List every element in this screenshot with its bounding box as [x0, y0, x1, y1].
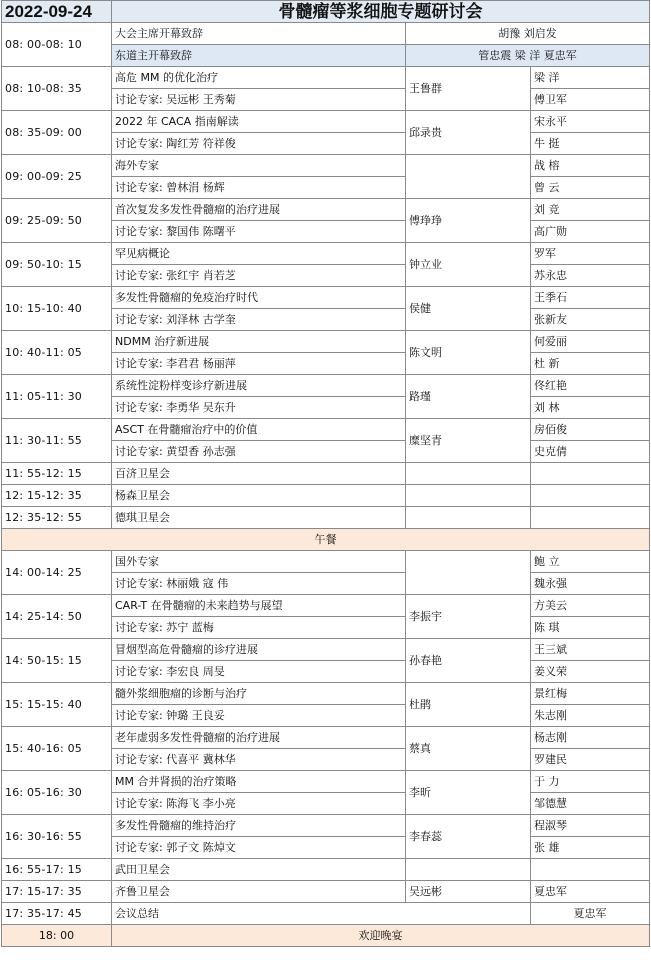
satellite-chair	[531, 859, 650, 881]
session-time: 09: 50-10: 15	[2, 243, 112, 287]
session-speaker: 王鲁群	[406, 67, 531, 111]
session-speaker: 陈文明	[406, 331, 531, 375]
session-chair: 宋永平	[531, 111, 650, 133]
session-row	[2, 683, 650, 705]
session-time: 09: 00-09: 25	[2, 155, 112, 199]
satellite-topic: 百济卫星会	[112, 463, 406, 485]
opening-row-1	[2, 23, 650, 45]
session-topic: 老年虚弱多发性骨髓瘤的治疗进展	[112, 727, 406, 749]
closing-chair: 夏忠军	[531, 903, 650, 925]
session-topic: 多发性骨髓瘤的维持治疗	[112, 815, 406, 837]
session-discussion: 讨论专家: 陈海飞 李小亮	[112, 793, 406, 815]
satellite-topic: 武田卫星会	[112, 859, 406, 881]
session-speaker: 傅琤琤	[406, 199, 531, 243]
satellite-time: 12: 15-12: 35	[2, 485, 112, 507]
satellite-chair	[531, 463, 650, 485]
session-time: 14: 00-14: 25	[2, 551, 112, 595]
opening-topic-1: 大会主席开幕致辞	[112, 23, 406, 45]
session-discussion: 讨论专家: 李君君 杨丽萍	[112, 353, 406, 375]
session-speaker: 杜鹃	[406, 683, 531, 727]
session-discussion: 讨论专家: 苏宁 蓝梅	[112, 617, 406, 639]
satellite-topic: 杨森卫星会	[112, 485, 406, 507]
session-topic: ASCT 在骨髓瘤治疗中的价值	[112, 419, 406, 441]
session-chair: 佟红艳	[531, 375, 650, 397]
session-chair: 朱志刚	[531, 705, 650, 727]
conference-title: 骨髓瘤等浆细胞专题研讨会	[112, 1, 650, 23]
session-discussion: 讨论专家: 黎国伟 陈曙平	[112, 221, 406, 243]
session-chair: 曾 云	[531, 177, 650, 199]
lunch-break: 午餐	[2, 529, 650, 551]
satellite-row	[2, 859, 650, 881]
header-row	[2, 1, 650, 23]
session-chair: 刘 林	[531, 397, 650, 419]
session-discussion: 讨论专家: 张红宇 肖若芝	[112, 265, 406, 287]
satellite-topic: 齐鲁卫星会	[112, 881, 406, 903]
session-discussion: 讨论专家: 李宏良 周旻	[112, 661, 406, 683]
satellite-speaker: 吴远彬	[406, 881, 531, 903]
session-time: 16: 05-16: 30	[2, 771, 112, 815]
session-chair: 陈 琪	[531, 617, 650, 639]
session-topic: NDMM 治疗新进展	[112, 331, 406, 353]
session-time: 11: 05-11: 30	[2, 375, 112, 419]
closing-time: 17: 35-17: 45	[2, 903, 112, 925]
session-row	[2, 419, 650, 441]
session-discussion: 讨论专家: 曾林涓 杨辉	[112, 177, 406, 199]
session-topic: 国外专家	[112, 551, 406, 573]
session-time: 15: 40-16: 05	[2, 727, 112, 771]
closing-topic: 会议总结	[112, 903, 531, 925]
session-speaker	[406, 155, 531, 199]
session-chair: 王季石	[531, 287, 650, 309]
session-chair: 于 力	[531, 771, 650, 793]
session-time: 08: 35-09: 00	[2, 111, 112, 155]
session-speaker: 侯健	[406, 287, 531, 331]
satellite-row	[2, 881, 650, 903]
session-speaker: 邱录贵	[406, 111, 531, 155]
session-discussion: 讨论专家: 刘泽林 古学奎	[112, 309, 406, 331]
satellite-speaker	[406, 507, 531, 529]
session-chair: 杜 新	[531, 353, 650, 375]
session-chair: 程淑琴	[531, 815, 650, 837]
opening-people-1: 胡豫 刘启发	[406, 23, 650, 45]
satellite-row	[2, 485, 650, 507]
session-chair: 罗军	[531, 243, 650, 265]
session-topic: 首次复发多发性骨髓瘤的治疗进展	[112, 199, 406, 221]
satellite-chair	[531, 485, 650, 507]
session-chair: 张 雄	[531, 837, 650, 859]
session-speaker: 蔡真	[406, 727, 531, 771]
session-discussion: 讨论专家: 林丽娥 寇 伟	[112, 573, 406, 595]
session-time: 14: 50-15: 15	[2, 639, 112, 683]
satellite-time: 11: 55-12: 15	[2, 463, 112, 485]
schedule-body	[2, 1, 650, 947]
opening-time: 08: 00-08: 10	[2, 23, 112, 67]
session-topic: 2022 年 CACA 指南解读	[112, 111, 406, 133]
satellite-topic: 德琪卫星会	[112, 507, 406, 529]
session-time: 10: 15-10: 40	[2, 287, 112, 331]
session-topic: MM 合并肾损的治疗策略	[112, 771, 406, 793]
session-chair: 景红梅	[531, 683, 650, 705]
session-chair: 魏永强	[531, 573, 650, 595]
session-topic: 海外专家	[112, 155, 406, 177]
session-row	[2, 287, 650, 309]
session-topic: CAR-T 在骨髓瘤的未来趋势与展望	[112, 595, 406, 617]
session-speaker: 钟立业	[406, 243, 531, 287]
session-chair: 杨志刚	[531, 727, 650, 749]
session-chair: 苏永忠	[531, 265, 650, 287]
session-row	[2, 771, 650, 793]
session-chair: 邹德慧	[531, 793, 650, 815]
satellite-speaker	[406, 485, 531, 507]
satellite-speaker	[406, 859, 531, 881]
session-time: 15: 15-15: 40	[2, 683, 112, 727]
session-time: 11: 30-11: 55	[2, 419, 112, 463]
session-row	[2, 331, 650, 353]
satellite-speaker	[406, 463, 531, 485]
session-time: 16: 30-16: 55	[2, 815, 112, 859]
session-speaker: 孙春艳	[406, 639, 531, 683]
session-discussion: 讨论专家: 吴远彬 王秀菊	[112, 89, 406, 111]
session-chair: 傅卫军	[531, 89, 650, 111]
session-time: 08: 10-08: 35	[2, 67, 112, 111]
session-speaker	[406, 551, 531, 595]
session-discussion: 讨论专家: 陶红芳 符祥俊	[112, 133, 406, 155]
session-row	[2, 727, 650, 749]
session-row	[2, 815, 650, 837]
satellite-row	[2, 507, 650, 529]
session-chair: 战 榕	[531, 155, 650, 177]
dinner-time: 18: 00	[2, 925, 112, 947]
session-speaker: 糜坚青	[406, 419, 531, 463]
session-chair: 罗建民	[531, 749, 650, 771]
session-chair: 何爱丽	[531, 331, 650, 353]
session-row	[2, 551, 650, 573]
session-topic: 多发性骨髓瘤的免疫治疗时代	[112, 287, 406, 309]
session-time: 09: 25-09: 50	[2, 199, 112, 243]
session-discussion: 讨论专家: 代喜平 冀林华	[112, 749, 406, 771]
satellite-time: 12: 35-12: 55	[2, 507, 112, 529]
satellite-time: 17: 15-17: 35	[2, 881, 112, 903]
closing-row	[2, 903, 650, 925]
session-time: 14: 25-14: 50	[2, 595, 112, 639]
session-speaker: 李昕	[406, 771, 531, 815]
satellite-chair	[531, 507, 650, 529]
opening-people-2: 管忠震 梁 洋 夏忠军	[406, 45, 650, 67]
session-chair: 姜义荣	[531, 661, 650, 683]
session-topic: 系统性淀粉样变诊疗新进展	[112, 375, 406, 397]
session-topic: 高危 MM 的优化治疗	[112, 67, 406, 89]
session-topic: 髓外浆细胞瘤的诊断与治疗	[112, 683, 406, 705]
session-speaker: 路瑾	[406, 375, 531, 419]
session-row	[2, 111, 650, 133]
session-chair: 王三斌	[531, 639, 650, 661]
session-chair: 房佰俊	[531, 419, 650, 441]
session-chair: 刘 竞	[531, 199, 650, 221]
session-discussion: 讨论专家: 郭子文 陈焯文	[112, 837, 406, 859]
session-discussion: 讨论专家: 黄望香 孙志强	[112, 441, 406, 463]
session-time: 10: 40-11: 05	[2, 331, 112, 375]
session-discussion: 讨论专家: 钟璐 王良妥	[112, 705, 406, 727]
session-chair: 牛 挺	[531, 133, 650, 155]
session-row	[2, 155, 650, 177]
session-row	[2, 199, 650, 221]
session-discussion: 讨论专家: 李勇华 吴东升	[112, 397, 406, 419]
lunch-row	[2, 529, 650, 551]
session-row	[2, 67, 650, 89]
session-chair: 高广勋	[531, 221, 650, 243]
session-chair: 史克倩	[531, 441, 650, 463]
dinner-row	[2, 925, 650, 947]
session-row	[2, 243, 650, 265]
session-topic: 冒烟型高危骨髓瘤的诊疗进展	[112, 639, 406, 661]
session-row	[2, 375, 650, 397]
opening-topic-2: 东道主开幕致辞	[112, 45, 406, 67]
satellite-chair: 夏忠军	[531, 881, 650, 903]
satellite-time: 16: 55-17: 15	[2, 859, 112, 881]
session-chair: 张新友	[531, 309, 650, 331]
dinner-label: 欢迎晚宴	[112, 925, 650, 947]
session-speaker: 李振宇	[406, 595, 531, 639]
session-chair: 鲍 立	[531, 551, 650, 573]
session-chair: 梁 洋	[531, 67, 650, 89]
satellite-row	[2, 463, 650, 485]
session-row	[2, 595, 650, 617]
session-row	[2, 639, 650, 661]
session-chair: 方美云	[531, 595, 650, 617]
conference-date: 2022-09-24	[2, 1, 112, 23]
session-topic: 罕见病概论	[112, 243, 406, 265]
schedule-table	[1, 0, 650, 947]
session-speaker: 李春蕊	[406, 815, 531, 859]
